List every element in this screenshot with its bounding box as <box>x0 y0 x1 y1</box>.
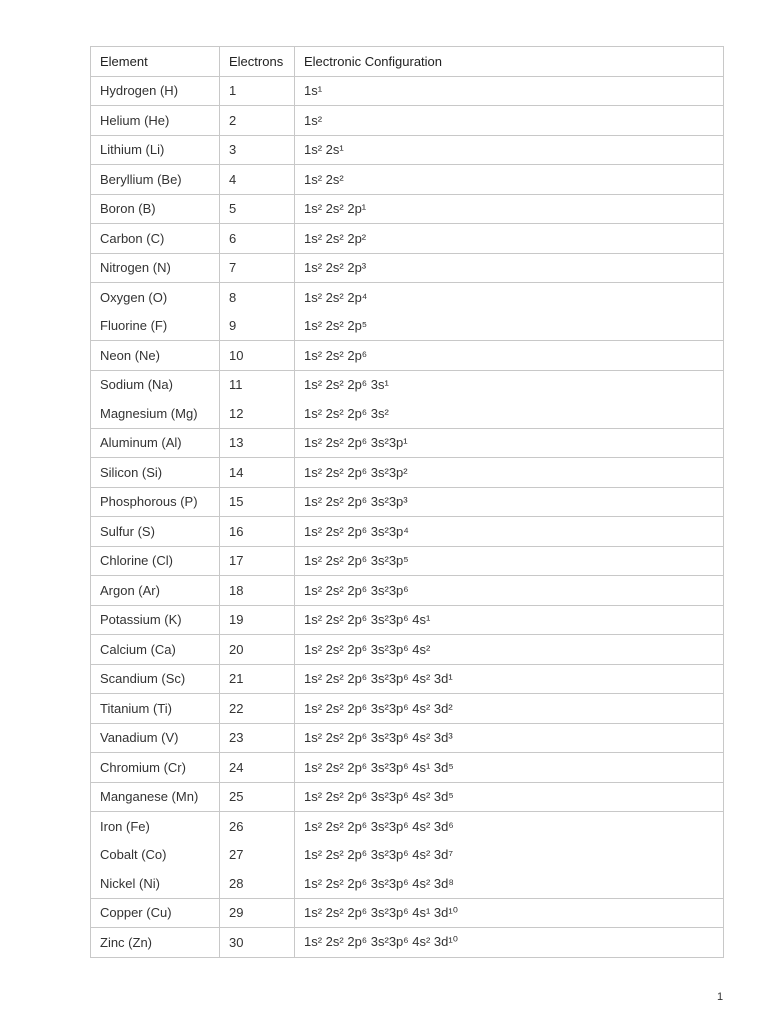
configuration-cell: 1s² 2s² 2p⁶ 3s¹ <box>295 370 724 399</box>
electrons-cell: 24 <box>220 753 295 783</box>
element-cell: Sulfur (S) <box>91 517 220 547</box>
element-cell: Nitrogen (N) <box>91 253 220 283</box>
electrons-cell: 16 <box>220 517 295 547</box>
table-row <box>91 576 724 606</box>
configuration-cell: 1s² 2s² 2p⁶ 3s²3p⁶ 4s² 3d² <box>295 694 724 724</box>
configuration-cell: 1s² 2s² 2p⁶ 3s²3p⁶ 4s² 3d⁷ <box>295 841 724 870</box>
configuration-cell: 1s² 2s¹ <box>295 135 724 165</box>
configuration-cell: 1s¹ <box>295 76 724 106</box>
table-row <box>91 487 724 517</box>
electrons-cell: 14 <box>220 458 295 488</box>
electrons-cell: 11 <box>220 370 295 399</box>
configuration-cell: 1s² 2s² 2p² <box>295 224 724 254</box>
table-row <box>91 428 724 458</box>
table-row <box>91 664 724 694</box>
electrons-cell: 25 <box>220 782 295 812</box>
header-electronic-configuration: Electronic Configuration <box>295 47 724 77</box>
table-row <box>91 898 724 928</box>
element-cell: Vanadium (V) <box>91 723 220 753</box>
table-row <box>91 399 724 428</box>
configuration-cell: 1s² 2s² 2p¹ <box>295 194 724 224</box>
element-cell: Manganese (Mn) <box>91 782 220 812</box>
element-cell: Cobalt (Co) <box>91 841 220 870</box>
electrons-cell: 15 <box>220 487 295 517</box>
configuration-cell: 1s² 2s² 2p⁶ 3s²3p³ <box>295 487 724 517</box>
element-cell: Sodium (Na) <box>91 370 220 399</box>
electrons-cell: 21 <box>220 664 295 694</box>
electrons-cell: 9 <box>220 312 295 341</box>
element-cell: Oxygen (O) <box>91 283 220 312</box>
table-row <box>91 194 724 224</box>
electrons-cell: 28 <box>220 869 295 898</box>
element-cell: Iron (Fe) <box>91 812 220 841</box>
element-cell: Chlorine (Cl) <box>91 546 220 576</box>
table-row <box>91 546 724 576</box>
configuration-cell: 1s² 2s² 2p⁴ <box>295 283 724 312</box>
configuration-cell: 1s² 2s² 2p⁶ 3s²3p⁶ 4s¹ <box>295 605 724 635</box>
table-row <box>91 458 724 488</box>
table-row <box>91 753 724 783</box>
table-row <box>91 517 724 547</box>
electrons-cell: 17 <box>220 546 295 576</box>
electrons-cell: 12 <box>220 399 295 428</box>
electrons-cell: 3 <box>220 135 295 165</box>
table-row <box>91 106 724 136</box>
electrons-cell: 2 <box>220 106 295 136</box>
configuration-cell: 1s² 2s² 2p⁶ 3s²3p¹ <box>295 428 724 458</box>
table-row <box>91 370 724 399</box>
table-row <box>91 605 724 635</box>
electrons-cell: 29 <box>220 898 295 928</box>
table-row <box>91 341 724 371</box>
configuration-cell: 1s² 2s² 2p⁵ <box>295 312 724 341</box>
electrons-cell: 7 <box>220 253 295 283</box>
electrons-cell: 30 <box>220 928 295 958</box>
element-cell: Helium (He) <box>91 106 220 136</box>
electrons-cell: 22 <box>220 694 295 724</box>
configuration-cell: 1s² <box>295 106 724 136</box>
table-row <box>91 869 724 898</box>
header-element: Element <box>91 47 220 77</box>
element-cell: Boron (B) <box>91 194 220 224</box>
element-cell: Aluminum (Al) <box>91 428 220 458</box>
configuration-cell: 1s² 2s² 2p⁶ <box>295 341 724 371</box>
element-cell: Neon (Ne) <box>91 341 220 371</box>
configuration-cell: 1s² 2s² 2p⁶ 3s²3p⁶ 4s² <box>295 635 724 665</box>
table-row <box>91 928 724 958</box>
element-cell: Fluorine (F) <box>91 312 220 341</box>
configuration-cell: 1s² 2s² 2p⁶ 3s²3p⁶ 4s² 3d⁸ <box>295 869 724 898</box>
configuration-cell: 1s² 2s² 2p⁶ 3s²3p⁴ <box>295 517 724 547</box>
element-cell: Chromium (Cr) <box>91 753 220 783</box>
configuration-cell: 1s² 2s² 2p⁶ 3s²3p² <box>295 458 724 488</box>
table-row <box>91 635 724 665</box>
table-row <box>91 224 724 254</box>
element-cell: Scandium (Sc) <box>91 664 220 694</box>
table-row <box>91 312 724 341</box>
element-cell: Copper (Cu) <box>91 898 220 928</box>
element-cell: Silicon (Si) <box>91 458 220 488</box>
electrons-cell: 10 <box>220 341 295 371</box>
table-row <box>91 76 724 106</box>
element-cell: Argon (Ar) <box>91 576 220 606</box>
configuration-cell: 1s² 2s² 2p⁶ 3s²3p⁶ 4s² 3d³ <box>295 723 724 753</box>
electrons-cell: 8 <box>220 283 295 312</box>
header-electrons: Electrons <box>220 47 295 77</box>
table-row <box>91 723 724 753</box>
configuration-cell: 1s² 2s² 2p³ <box>295 253 724 283</box>
element-cell: Carbon (C) <box>91 224 220 254</box>
configuration-cell: 1s² 2s² <box>295 165 724 195</box>
configuration-cell: 1s² 2s² 2p⁶ 3s²3p⁶ 4s² 3d⁶ <box>295 812 724 841</box>
element-cell: Beryllium (Be) <box>91 165 220 195</box>
configuration-cell: 1s² 2s² 2p⁶ 3s²3p⁶ <box>295 576 724 606</box>
element-cell: Lithium (Li) <box>91 135 220 165</box>
configuration-cell: 1s² 2s² 2p⁶ 3s² <box>295 399 724 428</box>
table-row <box>91 135 724 165</box>
configuration-cell: 1s² 2s² 2p⁶ 3s²3p⁶ 4s² 3d¹⁰ <box>295 928 724 958</box>
electrons-cell: 20 <box>220 635 295 665</box>
electrons-cell: 27 <box>220 841 295 870</box>
table-row <box>91 841 724 870</box>
page-number: 1 <box>716 991 724 1003</box>
table-row <box>91 694 724 724</box>
table-row <box>91 253 724 283</box>
electrons-cell: 13 <box>220 428 295 458</box>
configuration-cell: 1s² 2s² 2p⁶ 3s²3p⁶ 4s² 3d¹ <box>295 664 724 694</box>
electrons-cell: 5 <box>220 194 295 224</box>
element-cell: Titanium (Ti) <box>91 694 220 724</box>
element-cell: Phosphorous (P) <box>91 487 220 517</box>
configuration-cell: 1s² 2s² 2p⁶ 3s²3p⁶ 4s¹ 3d⁵ <box>295 753 724 783</box>
electrons-cell: 23 <box>220 723 295 753</box>
configuration-cell: 1s² 2s² 2p⁶ 3s²3p⁶ 4s² 3d⁵ <box>295 782 724 812</box>
table-header-row <box>91 47 724 77</box>
element-cell: Hydrogen (H) <box>91 76 220 106</box>
element-cell: Magnesium (Mg) <box>91 399 220 428</box>
table-row <box>91 782 724 812</box>
electrons-cell: 4 <box>220 165 295 195</box>
table-row <box>91 283 724 312</box>
configuration-cell: 1s² 2s² 2p⁶ 3s²3p⁶ 4s¹ 3d¹⁰ <box>295 898 724 928</box>
electron-configuration-table <box>90 46 724 958</box>
element-cell: Calcium (Ca) <box>91 635 220 665</box>
electrons-cell: 19 <box>220 605 295 635</box>
electrons-cell: 1 <box>220 76 295 106</box>
table-row <box>91 165 724 195</box>
table-row <box>91 812 724 841</box>
electrons-cell: 18 <box>220 576 295 606</box>
electrons-cell: 6 <box>220 224 295 254</box>
element-cell: Nickel (Ni) <box>91 869 220 898</box>
element-cell: Potassium (K) <box>91 605 220 635</box>
element-cell: Zinc (Zn) <box>91 928 220 958</box>
configuration-cell: 1s² 2s² 2p⁶ 3s²3p⁵ <box>295 546 724 576</box>
electrons-cell: 26 <box>220 812 295 841</box>
